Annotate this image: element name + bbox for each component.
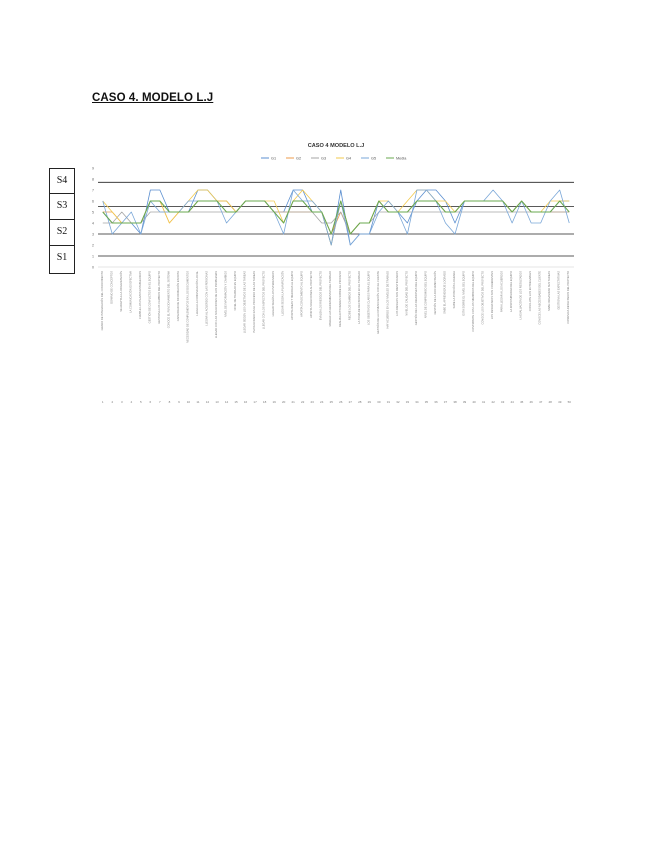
x-category-label: SABE EL APRENDIZAJE LOGRADO [443, 271, 447, 314]
x-category-label: APORTA CONOCIMIENTO AL EQUIPO [300, 271, 304, 317]
x-category-label: CUMPLE LOS PLAZOS ESTABLECIDOS [138, 271, 142, 320]
stage-labels-box [49, 168, 75, 274]
x-category-label: LLEGAR AL ACUERDO CON LAS PERSONAS [205, 271, 209, 326]
y-tick-label: 9 [92, 166, 94, 171]
x-category-label: LA COMUNICACIÓN ES EFECTIVA [129, 271, 133, 313]
y-axis [92, 166, 94, 269]
x-tick-label: 34 [415, 400, 419, 404]
x-category-label: RECIBE LOS CAMBIOS DEL PROYECTO [348, 271, 352, 321]
x-tick-label: 42 [491, 400, 495, 404]
y-tick-label: 1 [92, 254, 94, 259]
x-category-label: EVALÚA LOS RIESGOS DEL PROYECTO [319, 271, 323, 321]
x-tick-label: 21 [291, 400, 295, 404]
chart-series [103, 190, 569, 245]
x-category-label: NIVEL DE INFORMACIÓN Y CAMBIOS [224, 271, 228, 317]
x-category-label: CONOCE LOS OBJETIVOS DEL PROYECTO [481, 271, 485, 325]
x-category-label: GESTIÓN DE LA COMUNICACIÓN CON EL CLIENTE [376, 271, 380, 335]
x-tick-label: 43 [500, 400, 505, 404]
x-tick-label: 30 [377, 400, 381, 404]
y-tick-label: 2 [92, 243, 94, 248]
x-tick-label: 31 [386, 400, 391, 404]
x-category-label: LOS RESULTADOS SON COHERENTES [491, 271, 495, 320]
x-tick-label: 35 [424, 400, 429, 404]
legend-label-g1: G1 [271, 156, 277, 161]
x-tick-label: 7 [159, 400, 161, 404]
legend-label-g3: G3 [321, 156, 327, 161]
legend-label-g2: G2 [296, 156, 302, 161]
x-tick-label: 39 [462, 400, 467, 404]
x-category-label: GRADO DE INTEGRACIÓN DEL CONOCIMIENTO [100, 271, 104, 331]
x-tick-label: 47 [539, 400, 543, 404]
stage-divider [50, 245, 74, 246]
x-category-label: MANEJA LAS HERRAMIENTAS DEL TRABAJO [329, 271, 333, 327]
x-tick-label: 6 [149, 400, 152, 404]
x-category-label: LLEGAR CON LOS ASPECTOS DEL PROYECTO [262, 271, 266, 330]
x-category-label: GESTIÓN DE LAS REUNIONES DEL EQUIPO [414, 271, 418, 326]
stage-label-s1: S1 [56, 252, 68, 263]
x-tick-label: 25 [329, 400, 333, 404]
x-category-label: DOMINIO DE CONCEPTOS [110, 271, 114, 304]
x-tick-label: 27 [348, 400, 352, 404]
x-category-label: INVOLUCRADO EN EL PROCESO DE LAS TAREAS [253, 271, 257, 333]
y-tick-label: 0 [92, 265, 94, 270]
y-tick-label: 7 [92, 188, 94, 193]
x-tick-label: 41 [481, 400, 486, 404]
x-category-label: SABE LA POSICIÓN LOGRADA [453, 271, 456, 309]
x-tick-label: 23 [310, 400, 314, 404]
x-tick-label: 2 [111, 400, 114, 404]
line-chart [86, 136, 586, 416]
x-category-label: LLEGAR SEGÚN LOS OBJETIVOS DE LAS TAREAS [243, 271, 247, 334]
x-category-label: NIVEL DE TRABAJO EN EQUIPO [234, 271, 238, 311]
x-tick-label: 19 [272, 400, 276, 404]
x-tick-label: 44 [510, 400, 514, 404]
stage-label-s3: S3 [56, 200, 68, 211]
x-tick-label: 38 [453, 400, 457, 404]
x-tick-label: 13 [215, 400, 219, 404]
x-category-label: COMUNICA RESULTADOS DEL PROYECTO [567, 271, 571, 324]
x-category-label: PARA LLEGAR A LOS ACUERDOS [500, 271, 504, 313]
x-tick-label: 4 [130, 400, 133, 404]
x-category-label: GESTIÓN DE CONFLICTOS EN EL EQUIPO [148, 271, 152, 324]
x-tick-label: 26 [339, 400, 343, 404]
chart-legend [261, 157, 407, 161]
x-category-label: LA EVALUACIÓN DE LOS RESULTADOS [519, 271, 523, 320]
stage-label-s4: S4 [56, 175, 68, 186]
x-tick-label: 14 [224, 400, 229, 404]
x-tick-label: 10 [186, 400, 191, 404]
x-category-label: NECESIDAD DE COMPLEMENTOS EN LOS DOCUMENTOS [186, 271, 190, 343]
x-category-label: APORTA IDEAS Y MEJORAS AL EQUIPO [291, 271, 295, 320]
x-tick-label: 22 [301, 400, 305, 404]
y-tick-label: 6 [92, 199, 94, 204]
x-category-label: CONTRIBUYE CON LOS MIEMBROS DEL EQUIPO [472, 271, 476, 332]
x-category-label: SE ADAPTA A LA ORGANIZACIÓN [119, 271, 123, 312]
x-tick-label: 20 [281, 400, 286, 404]
x-tick-label: 3 [120, 400, 123, 404]
x-tick-label: 50 [567, 400, 571, 404]
x-category-label: SABE ORGANIZAR SUS TAREAS [548, 271, 552, 311]
page-heading: CASO 4. MODELO L.J [92, 92, 214, 104]
chart-title: CASO 4 MODELO L.J [307, 143, 365, 149]
x-category-label: NIVEL DE CALIDAD DEL PROYECTO [405, 271, 409, 316]
x-tick-label: 24 [320, 400, 324, 404]
x-category-label: GESTIONA LAS EXPECTATIVAS [557, 270, 561, 310]
x-tick-label: 37 [443, 400, 448, 404]
stage-divider [50, 193, 74, 194]
x-tick-label: 48 [548, 400, 552, 404]
stage-divider [50, 219, 74, 220]
x-axis [98, 267, 574, 404]
stage-label-s2: S2 [56, 226, 68, 237]
x-category-label: HAY ACUERDO EN LOS NIVELES DE TRABAJO [386, 271, 390, 329]
x-category-label: CONOCE EL FUNCIONAMIENTO DEL SISTEMA [167, 271, 171, 329]
x-tick-label: 40 [472, 400, 476, 404]
x-tick-label: 32 [396, 400, 400, 404]
x-tick-label: 12 [205, 400, 210, 404]
x-category-label: NIVEL DE COMPROMISO DEL EQUIPO [424, 271, 428, 319]
x-tick-label: 29 [367, 400, 371, 404]
x-tick-label: 8 [168, 400, 171, 404]
x-category-label: LLEGAR SEGÚN LOS INTERESADOS [272, 271, 276, 317]
x-category-label: GESTIONA LOS CAMBIOS DEL PROYECTO [157, 271, 161, 324]
x-tick-label: 36 [434, 400, 438, 404]
x-tick-label: 11 [196, 400, 200, 404]
y-tick-label: 5 [92, 210, 94, 215]
x-category-label: REALIZA ACTIVIDADES SOBRE EL PROCESO [338, 271, 342, 327]
x-tick-label: 18 [262, 400, 267, 404]
x-tick-label: 17 [253, 400, 257, 404]
x-category-label: GESTIÓN DE LA DOCUMENTACIÓN [433, 271, 437, 315]
x-tick-label: 28 [358, 400, 362, 404]
x-category-label: LLEGA A LA COMUNICACIÓN LOCAL [195, 271, 199, 316]
x-tick-label: 1 [101, 400, 104, 404]
series-line-media [103, 201, 569, 234]
x-tick-label: 33 [405, 400, 410, 404]
x-category-label: CONOCE LAS NECESIDADES DEL CLIENTE [538, 271, 542, 325]
x-tick-label: 5 [140, 400, 142, 404]
x-category-label: CAPACIDAD DE INFORMACIÓN ESCRITA [176, 271, 180, 322]
x-category-label: LLEGAR SEGÚN LA PLANIFICACIÓN [281, 271, 285, 316]
y-tick-label: 4 [92, 221, 94, 226]
x-category-label: CONCLUYE LOS ENTREGABLES [529, 271, 533, 312]
x-tick-label: 15 [234, 400, 238, 404]
x-tick-label: 49 [558, 400, 562, 404]
x-tick-label: 45 [519, 400, 524, 404]
legend-label-g4: G4 [346, 156, 352, 161]
x-tick-label: 9 [178, 400, 180, 404]
x-category-label: LOS OBJETIVOS CLAROS PARA EL EQUIPO [367, 271, 371, 325]
y-tick-label: 3 [92, 232, 94, 237]
y-tick-label: 8 [92, 177, 94, 182]
x-category-label: ESTA SOBRE EL NIVEL DEL EQUIPO [462, 271, 466, 316]
legend-label-media: Media [396, 156, 407, 161]
x-category-label: LOS RIESGOS SON IDENTIFICADOS [395, 271, 399, 316]
x-category-label: LLEGAR CON LAS SOLUCIONES DE LOS PROBLEMAS [215, 271, 218, 339]
x-category-label: APORTA SOLUCIONES AL PROYECTO [310, 271, 314, 318]
x-category-label: LA DISPONIBILIDAD DEL EQUIPO [510, 271, 514, 312]
x-tick-label: 46 [529, 400, 533, 404]
x-category-label: LA TOMA DE DECISIONES EN EL TRABAJO [357, 271, 361, 324]
legend-label-g5: G5 [371, 156, 377, 161]
x-tick-label: 16 [243, 400, 248, 404]
